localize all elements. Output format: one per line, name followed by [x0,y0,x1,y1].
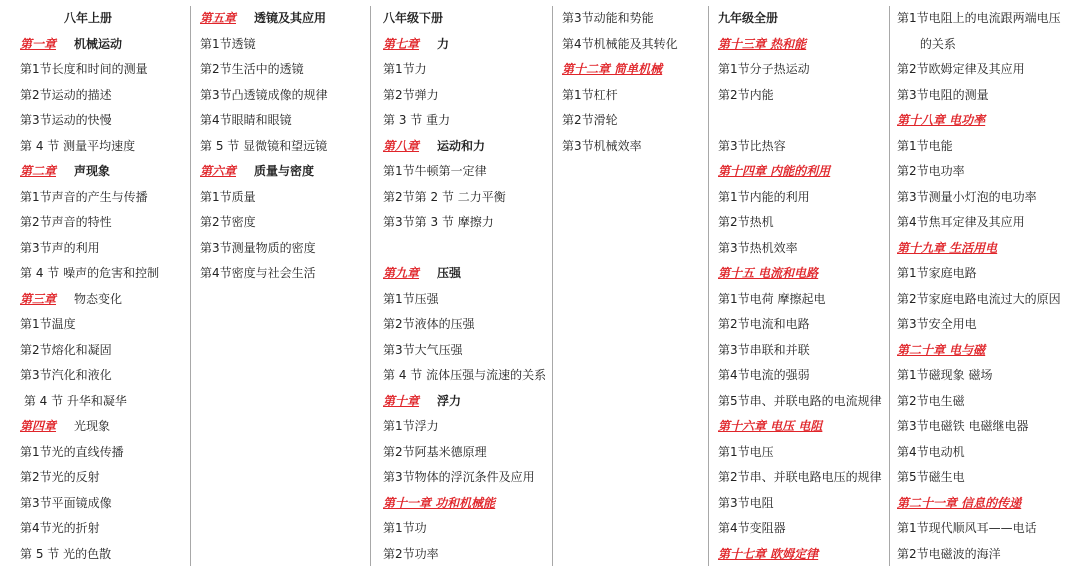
section-item: 第1节功 [383,521,427,535]
section-item: 第1节电能 [897,138,953,153]
chapter-heading [200,10,326,26]
section-item: 第 5 节 显微镜和望远镜 [200,138,328,153]
section-item: 第3节凸透镜成像的规律 [200,87,328,102]
chapter-title: 声现象 [74,164,111,178]
chapter-number: 第四章 [20,419,57,433]
column-grade8-vol1-cont [200,0,368,572]
section-item: 第1节电压 [718,444,774,459]
grade-heading: 八年级下册 [383,11,444,25]
section-item: 第 4 节 噪声的危害和控制 [20,266,160,280]
section-item: 第2节功率 [383,546,439,561]
section-item: 第3节平面镜成像 [20,495,112,510]
section-item: 第4节电流的强弱 [718,368,810,382]
column-divider [708,6,709,566]
section-item: 第3节比热容 [718,138,786,153]
section-item: 第1节内能的利用 [718,189,810,204]
section-item: 第2节热机 [718,215,774,229]
chapter-number: 第九章 [383,266,420,280]
chapter-number: 第十章 [383,393,420,408]
section-item: 第3节动能和势能 [562,11,654,25]
column-grade8-vol1 [20,0,188,572]
section-item: 第2节内能 [718,87,774,102]
section-item: 第2节电磁波的海洋 [897,546,1001,561]
chapter-heading: 第十七章 欧姆定律 [718,546,819,561]
section-item: 第3节声的利用 [20,240,100,255]
chapter-number: 第六章 [200,164,237,178]
section-item: 第2节欧姆定律及其应用 [897,62,1025,76]
section-item: 第2节弹力 [383,87,439,102]
chapter-title: 压强 [437,266,462,280]
column-grade9 [718,0,886,572]
section-item: 第3节机械效率 [562,138,642,153]
chapter-number: 第八章 [383,138,420,153]
section-item: 第2节液体的压强 [383,317,475,331]
chapter-heading: 第十三章 热和能 [718,36,807,51]
chapter-heading [383,265,461,281]
section-item: 的关系 [897,36,956,51]
chapter-heading: 第十四章 内能的利用 [718,164,831,178]
section-item: 第1节光的直线传播 [20,444,124,459]
section-item: 第1节电荷 摩擦起电 [718,291,826,306]
section-item: 第2节运动的描述 [20,87,112,102]
chapter-title: 运动和力 [437,138,486,153]
section-item: 第2节滑轮 [562,113,618,127]
chapter-heading: 第十九章 生活用电 [897,240,998,255]
section-item: 第1节声音的产生与传播 [20,189,148,204]
section-item: 第 4 节 流体压强与流速的关系 [383,368,547,382]
section-item: 第3节测量物质的密度 [200,240,316,255]
section-item: 第1节力 [383,62,427,76]
chapter-heading [383,138,485,154]
chapter-number: 第五章 [200,11,237,25]
section-item: 第1节杠杆 [562,87,618,102]
chapter-heading [20,163,110,179]
section-item: 第4节变阻器 [718,521,786,535]
section-item: 第1节浮力 [383,419,439,433]
section-item: 第5节串、并联电路的电流规律 [718,393,882,408]
chapter-title: 浮力 [437,393,462,408]
section-item: 第3节电磁铁 电磁继电器 [897,419,1029,433]
chapter-title: 机械运动 [74,36,123,51]
column-divider [889,6,890,566]
section-item: 第2节电流和电路 [718,317,810,331]
section-item: 第3节电阻 [718,495,774,510]
section-item: 第1节电阻上的电流跟两端电压 [897,11,1061,25]
section-item: 第2节电功率 [897,164,965,178]
chapter-number: 第三章 [20,291,57,306]
chapter-heading: 第十一章 功和机械能 [383,495,496,510]
section-item: 第2节电生磁 [897,393,965,408]
section-item: 第2节声音的特性 [20,215,112,229]
section-item: 第2节串、并联电路电压的规律 [718,470,882,484]
column-grade8-vol2-cont [562,0,702,572]
section-item: 第2节阿基米德原理 [383,444,487,459]
section-item: 第 4 节 测量平均速度 [20,138,136,153]
section-item: 第4节机械能及其转化 [562,36,678,51]
section-item: 第5节磁生电 [897,470,965,484]
section-item: 第2节家庭电路电流过大的原因 [897,291,1061,306]
chapter-title: 物态变化 [74,291,123,306]
chapter-heading: 第十六章 电压 电阻 [718,419,823,433]
section-item: 第1节压强 [383,291,439,306]
section-item: 第1节牛顿第一定律 [383,164,487,178]
column-divider [370,6,371,566]
section-item: 第4节焦耳定律及其应用 [897,215,1025,229]
chapter-title: 光现象 [74,419,111,433]
section-item: 第3节物体的浮沉条件及应用 [383,470,535,484]
grade-heading: 八年上册 [64,11,113,25]
section-item: 第1节磁现象 磁场 [897,368,993,382]
chapter-heading: 第十五 电流和电路 [718,266,819,280]
section-item: 第3节汽化和液化 [20,368,112,382]
chapter-heading [20,36,122,52]
section-item: 第3节第 3 节 摩擦力 [383,215,494,229]
section-item: 第1节家庭电路 [897,266,977,280]
chapter-number: 第七章 [383,36,420,51]
section-item: 第1节长度和时间的测量 [20,62,148,76]
section-item: 第2节第 2 节 二力平衡 [383,189,506,204]
chapter-title: 质量与密度 [254,164,315,178]
section-item: 第3节安全用电 [897,317,977,331]
section-item: 第3节热机效率 [718,240,798,255]
section-item: 第1节分子热运动 [718,62,810,76]
section-item: 第3节串联和并联 [718,342,810,357]
chapter-title: 透镜及其应用 [254,11,327,25]
chapter-number: 第一章 [20,36,57,51]
section-item: 第 4 节 升华和凝华 [20,393,127,408]
chapter-heading: 第十八章 电功率 [897,113,986,127]
chapter-heading: 第十二章 简单机械 [562,62,663,76]
chapter-heading [383,393,461,409]
section-item: 第3节运动的快慢 [20,113,112,127]
section-item: 第 3 节 重力 [383,113,451,127]
chapter-heading: 第二十一章 信息的传递 [897,495,1022,510]
section-item: 第4节眼睛和眼镜 [200,113,292,127]
chapter-heading: 第二十章 电与磁 [897,342,986,357]
section-item: 第3节大气压强 [383,342,463,357]
section-item: 第3节电阻的测量 [897,87,989,102]
section-item: 第3节测量小灯泡的电功率 [897,189,1037,204]
chapter-heading [20,291,122,307]
chapter-number: 第二章 [20,164,57,178]
chapter-heading [200,163,314,179]
section-item: 第2节光的反射 [20,470,100,484]
section-item: 第2节生活中的透镜 [200,62,304,76]
section-item: 第2节密度 [200,215,256,229]
column-divider [190,6,191,566]
chapter-heading [383,36,449,52]
column-divider [552,6,553,566]
section-item: 第4节密度与社会生活 [200,266,316,280]
chapter-title: 力 [437,36,450,51]
column-grade9-cont [897,0,1077,572]
section-item: 第4节电动机 [897,444,965,459]
section-item: 第1节透镜 [200,36,256,51]
section-item: 第2节熔化和凝固 [20,342,112,357]
grade-heading: 九年级全册 [718,11,779,25]
section-item: 第1节质量 [200,189,256,204]
section-item: 第1节温度 [20,317,76,331]
section-item: 第4节光的折射 [20,521,100,535]
chapter-heading [20,418,110,434]
section-item: 第 5 节 光的色散 [20,546,112,561]
section-item: 第1节现代顺风耳——电话 [897,521,1037,535]
column-grade8-vol2 [383,0,551,572]
